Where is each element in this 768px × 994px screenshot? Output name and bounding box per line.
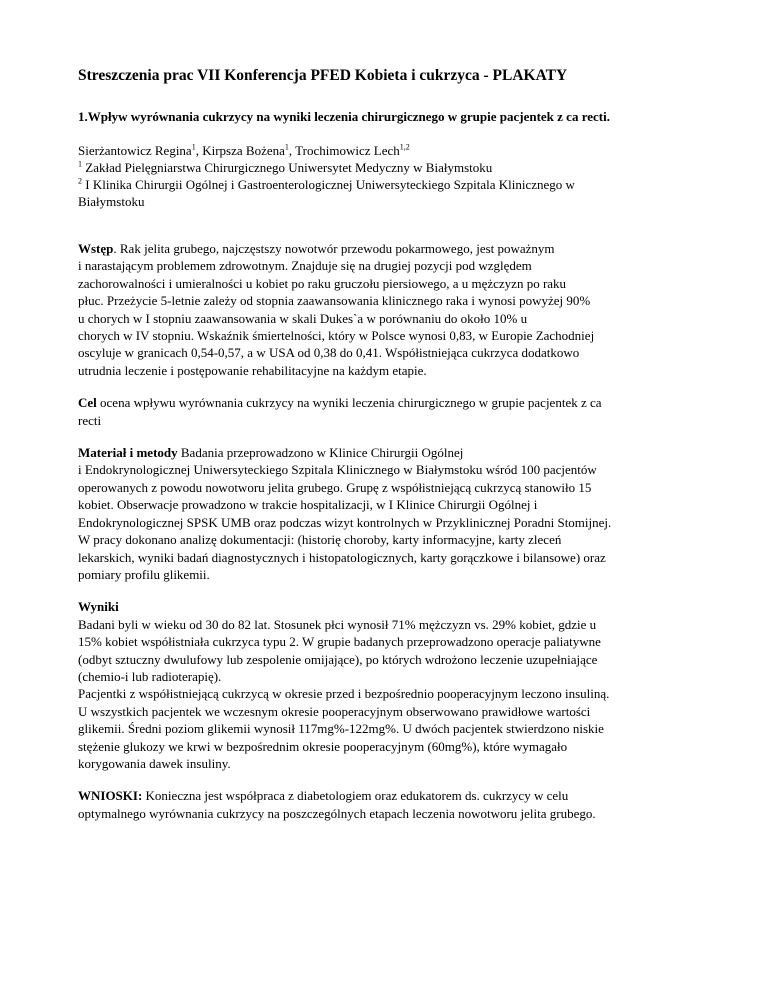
author-2-affiliation: 1 [284,142,289,152]
document-page [78,66,698,822]
section-label: Wyniki [78,599,119,615]
section-label: Wstęp [78,241,114,256]
author-1: Sierżantowicz Regina [78,143,192,158]
affiliation-2-cont: Białymstoku [78,194,145,209]
section-cel: Cel ocena wpływu wyrównania cukrzycy na wyniki leczenia chirurgicznego w grupie pacjentek z ca recti [78,395,602,428]
section-wnioski: WNIOSKI: Konieczna jest współpraca z diabetologiem oraz edukatorem ds. cukrzycy w celu optymalnego wyrównania cukrzycy na poszczególnych etapach leczenia nowotworu jelita grubego. [78,788,596,821]
document-title: Streszczenia prac VII Konferencja PFED Kobieta i cukrzyca - PLAKATY [78,67,568,84]
section-label: Cel [78,395,97,411]
section-metody: Materiał i metody Badania przeprowadzono w Klinice Chirurgii Ogólnej i Endokrynologicznej Uniwersyteckiego Szpitala Klinicznego w Białymstoku wśród 100 pacjentów operowanych z powodu nowotworu jelita grubego. Grupę z współistniejącą cukrzycą stanowiło 15 kobiet. Obserwacje prowadzono w trakcie hospitalizacji, w I Klinice Chirurgii Ogólnej i Endokrynologicznej SPSK UMB oraz podczas wizyt kontrolnych w Przyklinicznej Poradni Stomijnej. W pracy dokonano analizę dokumentacji: (historię choroby, karty informacyjne, karty zleceń lekarskich, wyniki badań diagnostycznych i histopatologicznych, karty gorączkowe i bilansowe) oraz pomiary profilu glikemii. [78,445,612,582]
affiliation-1: $^1$ Zakład Pielęgniarstwa Chirurgicznego Uniwersytet Medyczny w Białymstoku [78,159,493,175]
author-list [78,142,698,159]
author-1-affiliation: 1 [191,142,196,152]
author-3: , Trochimowicz Lech [288,143,400,158]
author-3-affiliation: 1,2 [399,142,410,152]
author-2: , Kirpsza Bożena [195,143,285,158]
affiliation-2: $^2$ I Klinika Chirurgii Ogólnej i Gastroenterologicznej Uniwersyteckiego Szpitala Klinicznego w [78,176,575,192]
section-wyniki: Wyniki Badani byli w wieku od 30 do 82 lat. Stosunek płci wynosił 71% mężczyzn vs. 29% kobiet, gdzie u 15% kobiet współistniała cukrzyca typu 2. W grupie badanych przeprowadzono operacje paliatywne (odbyt sztuczny dwulufowy lub zespolenie omijające), po których wdrożono leczenie uzupełniające (chemio-i lub radioterapię). Pacjentki z współistniejącą cukrzycą w okresie przed i bezpośrednio pooperacyjnym leczono insuliną. U wszystkich pacjentek we wczesnym okresie pooperacyjnym obserwowano prawidłowe wartości glikemii. Średni poziom glikemii wynosił 117mg%-122mg%. U dwóch pacjentek stwierdzono niskie stężenie glukozy we krwi w bezpośrednim okresie pooperacyjnym (60mg%), które wymagało korygowania dawek insuliny. [78,598,698,772]
section-label: Materiał i metody [78,445,178,461]
section-wstep: Wstęp. Rak jelita grubego, najczęstszy nowotwór przewodu pokarmowego, jest poważnym i narastającym problemem zdrowotnym. Znajduje się na drugiej pozycji pod względem zachorowalności i umieralności u kobiet po raku gruczołu piersiowego, a u mężczyzn po raku płuc. Przeżycie 5-letnie zależy od stopnia zaawansowania klinicznego raka i wynosi powyżej 90% u chorych w I stopniu zaawansowania w skali Dukes`a w porównaniu do około 10% u chorych w IV stopniu. Wskaźnik śmiertelności, który w Polsce wynosi 0,83, w Europie Zachodniej oscyluje w granicach 0,54-0,57, a w USA od 0,38 do 0,41. Współistniejąca cukrzyca dodatkowo utrudnia leczenie i postępowanie rehabilitacyjne na każdym etapie. [78,241,595,378]
section-label: WNIOSKI: [78,788,143,804]
abstract-title: 1.Wpływ wyrównania cukrzycy na wyniki leczenia chirurgicznego w grupie pacjentek z ca recti. [78,109,610,124]
